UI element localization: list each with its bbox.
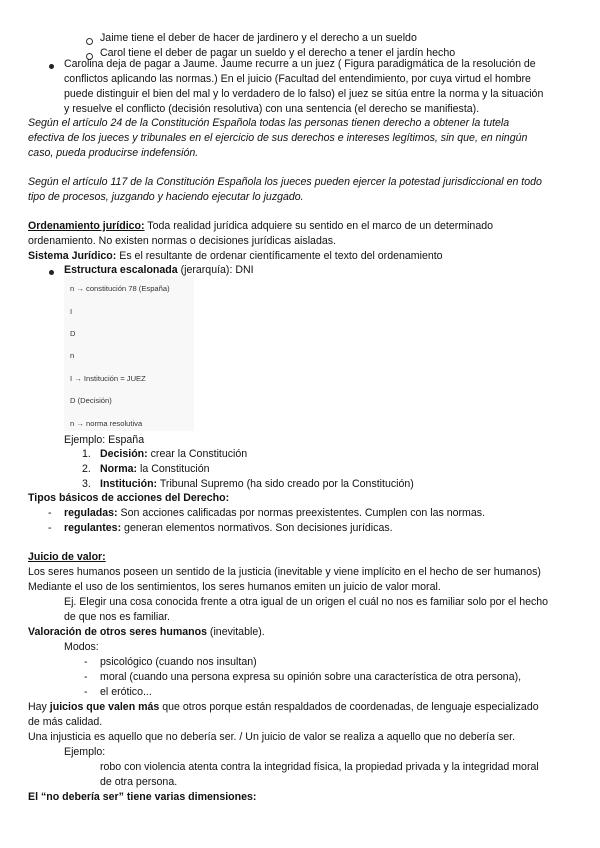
- dash-bullet-icon: -: [84, 671, 88, 683]
- carolina-line-2: conflictos aplicando las normas.) En el juicio (Facultad del entendimiento, por cuya virtud el hombre: [64, 73, 531, 85]
- carolina-line-1: Carolina deja de pagar a Jaume. Jaume recurre a un juez ( Figura paradigmática de la resolución de: [64, 58, 536, 70]
- ordenamiento-line-2: ordenamiento. No existen normas o decisiones jurídicas aisladas.: [28, 235, 336, 247]
- no-deberia-heading: El “no debería ser” tiene varias dimensiones:: [28, 791, 257, 803]
- list-item: psicológico (cuando nos insultan): [100, 656, 257, 668]
- juicio-example-2: de que nos es familiar.: [64, 611, 170, 623]
- carolina-line-4: y resuelve el conflicto (decisión resolutiva) con una sentencia (el derecho se manifiesta).: [64, 103, 480, 115]
- sistema-label: Sistema Jurídico:: [28, 250, 117, 262]
- list-item: Jaime tiene el deber de hacer de jardinero y el derecho a un sueldo: [100, 32, 417, 44]
- valoracion-label: Valoración de otros seres humanos: [28, 626, 207, 638]
- list-item: 3. Institución: Tribunal Supremo (ha sido creado por la Constitución): [82, 478, 414, 490]
- list-item: regulantes: generan elementos normativos. Son decisiones jurídicas.: [64, 522, 393, 534]
- diagram-line: I → Institución = JUEZ: [70, 374, 146, 383]
- hierarchy-diagram: [64, 276, 194, 431]
- article24-line-3: caso, pueda producirse indefensión.: [28, 147, 199, 159]
- list-item: Carol tiene el deber de pagar un sueldo y el derecho a tener el jardín hecho: [100, 47, 456, 59]
- carolina-line-3: puede distinguir el bien del mal y lo verdadero de lo falso) el juez se sitúa entre la norma y la situación: [64, 88, 544, 100]
- juicio-line-1: Los seres humanos poseen un sentido de la justicia (inevitable y viene implícito en el hecho de ser humanos): [28, 566, 541, 578]
- bullet-icon: [49, 270, 54, 275]
- hay-line-2: de más calidad.: [28, 716, 103, 728]
- list-item: 2. Norma: la Constitución: [82, 463, 210, 475]
- diagram-line: n → norma resolutiva: [70, 419, 143, 428]
- ordenamiento-line-1: Ordenamiento jurídico: Toda realidad jurídica adquiere su sentido en el marco de un determinado: [28, 220, 493, 232]
- injusticia-example-1: robo con violencia atenta contra la integridad física, la propiedad privada y la integridad moral: [100, 761, 539, 773]
- estructura-label: Estructura escalonada: [64, 264, 178, 276]
- ejemplo-espana-label: Ejemplo: España: [64, 434, 145, 446]
- diagram-line: n → constitución 78 (España): [70, 284, 170, 293]
- article24-line-2: efectiva de los jueces y tribunales en el ejercicio de sus derechos e intereses legítimos, sin que, en ningún: [28, 132, 528, 144]
- juicio-example-1: Ej. Elegir una cosa conocida frente a otra igual de un origen el cuál no nos es familiar solo por el hecho: [64, 596, 549, 608]
- sistema-line: Sistema Jurídico: Es el resultante de ordenar científicamente el texto del ordenamiento: [28, 250, 443, 262]
- dash-bullet-icon: -: [48, 522, 52, 534]
- diagram-line: D (Decisión): [70, 396, 112, 405]
- dash-bullet-icon: -: [84, 656, 88, 668]
- ordenamiento-label: Ordenamiento jurídico:: [28, 220, 145, 232]
- article117-line-1: Según el artículo 117 de la Constitución Española los jueces pueden ejercer la potestad jurisdiccional en todo: [28, 176, 542, 188]
- dash-bullet-icon: -: [48, 507, 52, 519]
- article24-line-1: Según el artículo 24 de la Constitución Española todas las personas tienen derecho a obtener la tutela: [28, 117, 510, 129]
- list-item: el erótico...: [100, 686, 152, 698]
- article117-line-2: tipo de procesos, juzgando y haciendo ejecutar lo juzgado.: [28, 191, 304, 203]
- valoracion-line: Valoración de otros seres humanos (inevitable).: [28, 626, 265, 638]
- modos-label: Modos:: [64, 641, 99, 653]
- estructura-line: Estructura escalonada (jerarquía): DNI: [64, 264, 254, 276]
- list-item: moral (cuando una persona expresa su opinión sobre una característica de otra persona),: [100, 671, 522, 683]
- injusticia-example-2: de otra persona.: [100, 776, 178, 788]
- bullet-icon: [49, 64, 54, 69]
- diagram-line: I: [70, 307, 73, 316]
- list-item: 1. Decisión: crear la Constitución: [82, 448, 248, 460]
- ejemplo-label: Ejemplo:: [64, 746, 106, 758]
- hay-line-1: Hay juicios que valen más que otros porque están respaldados de coordenadas, de lenguaje especializado: [28, 701, 539, 713]
- diagram-line: n: [70, 351, 75, 360]
- dash-bullet-icon: -: [84, 686, 88, 698]
- list-item: reguladas: Son acciones calificadas por normas preexistentes. Cumplen con las normas.: [64, 507, 486, 519]
- diagram-line: D: [70, 329, 76, 338]
- injusticia-line: Una injusticia es aquello que no debería ser. / Un juicio de valor se realiza a aquello que no debería ser.: [28, 731, 516, 743]
- hollow-bullet-icon: [86, 38, 93, 45]
- tipos-heading: Tipos básicos de acciones del Derecho:: [28, 492, 230, 504]
- juicio-heading: Juicio de valor:: [28, 551, 106, 563]
- juicio-line-2: Mediante el uso de los sentimientos, los seres humanos emiten un juicio de valor moral.: [28, 581, 441, 593]
